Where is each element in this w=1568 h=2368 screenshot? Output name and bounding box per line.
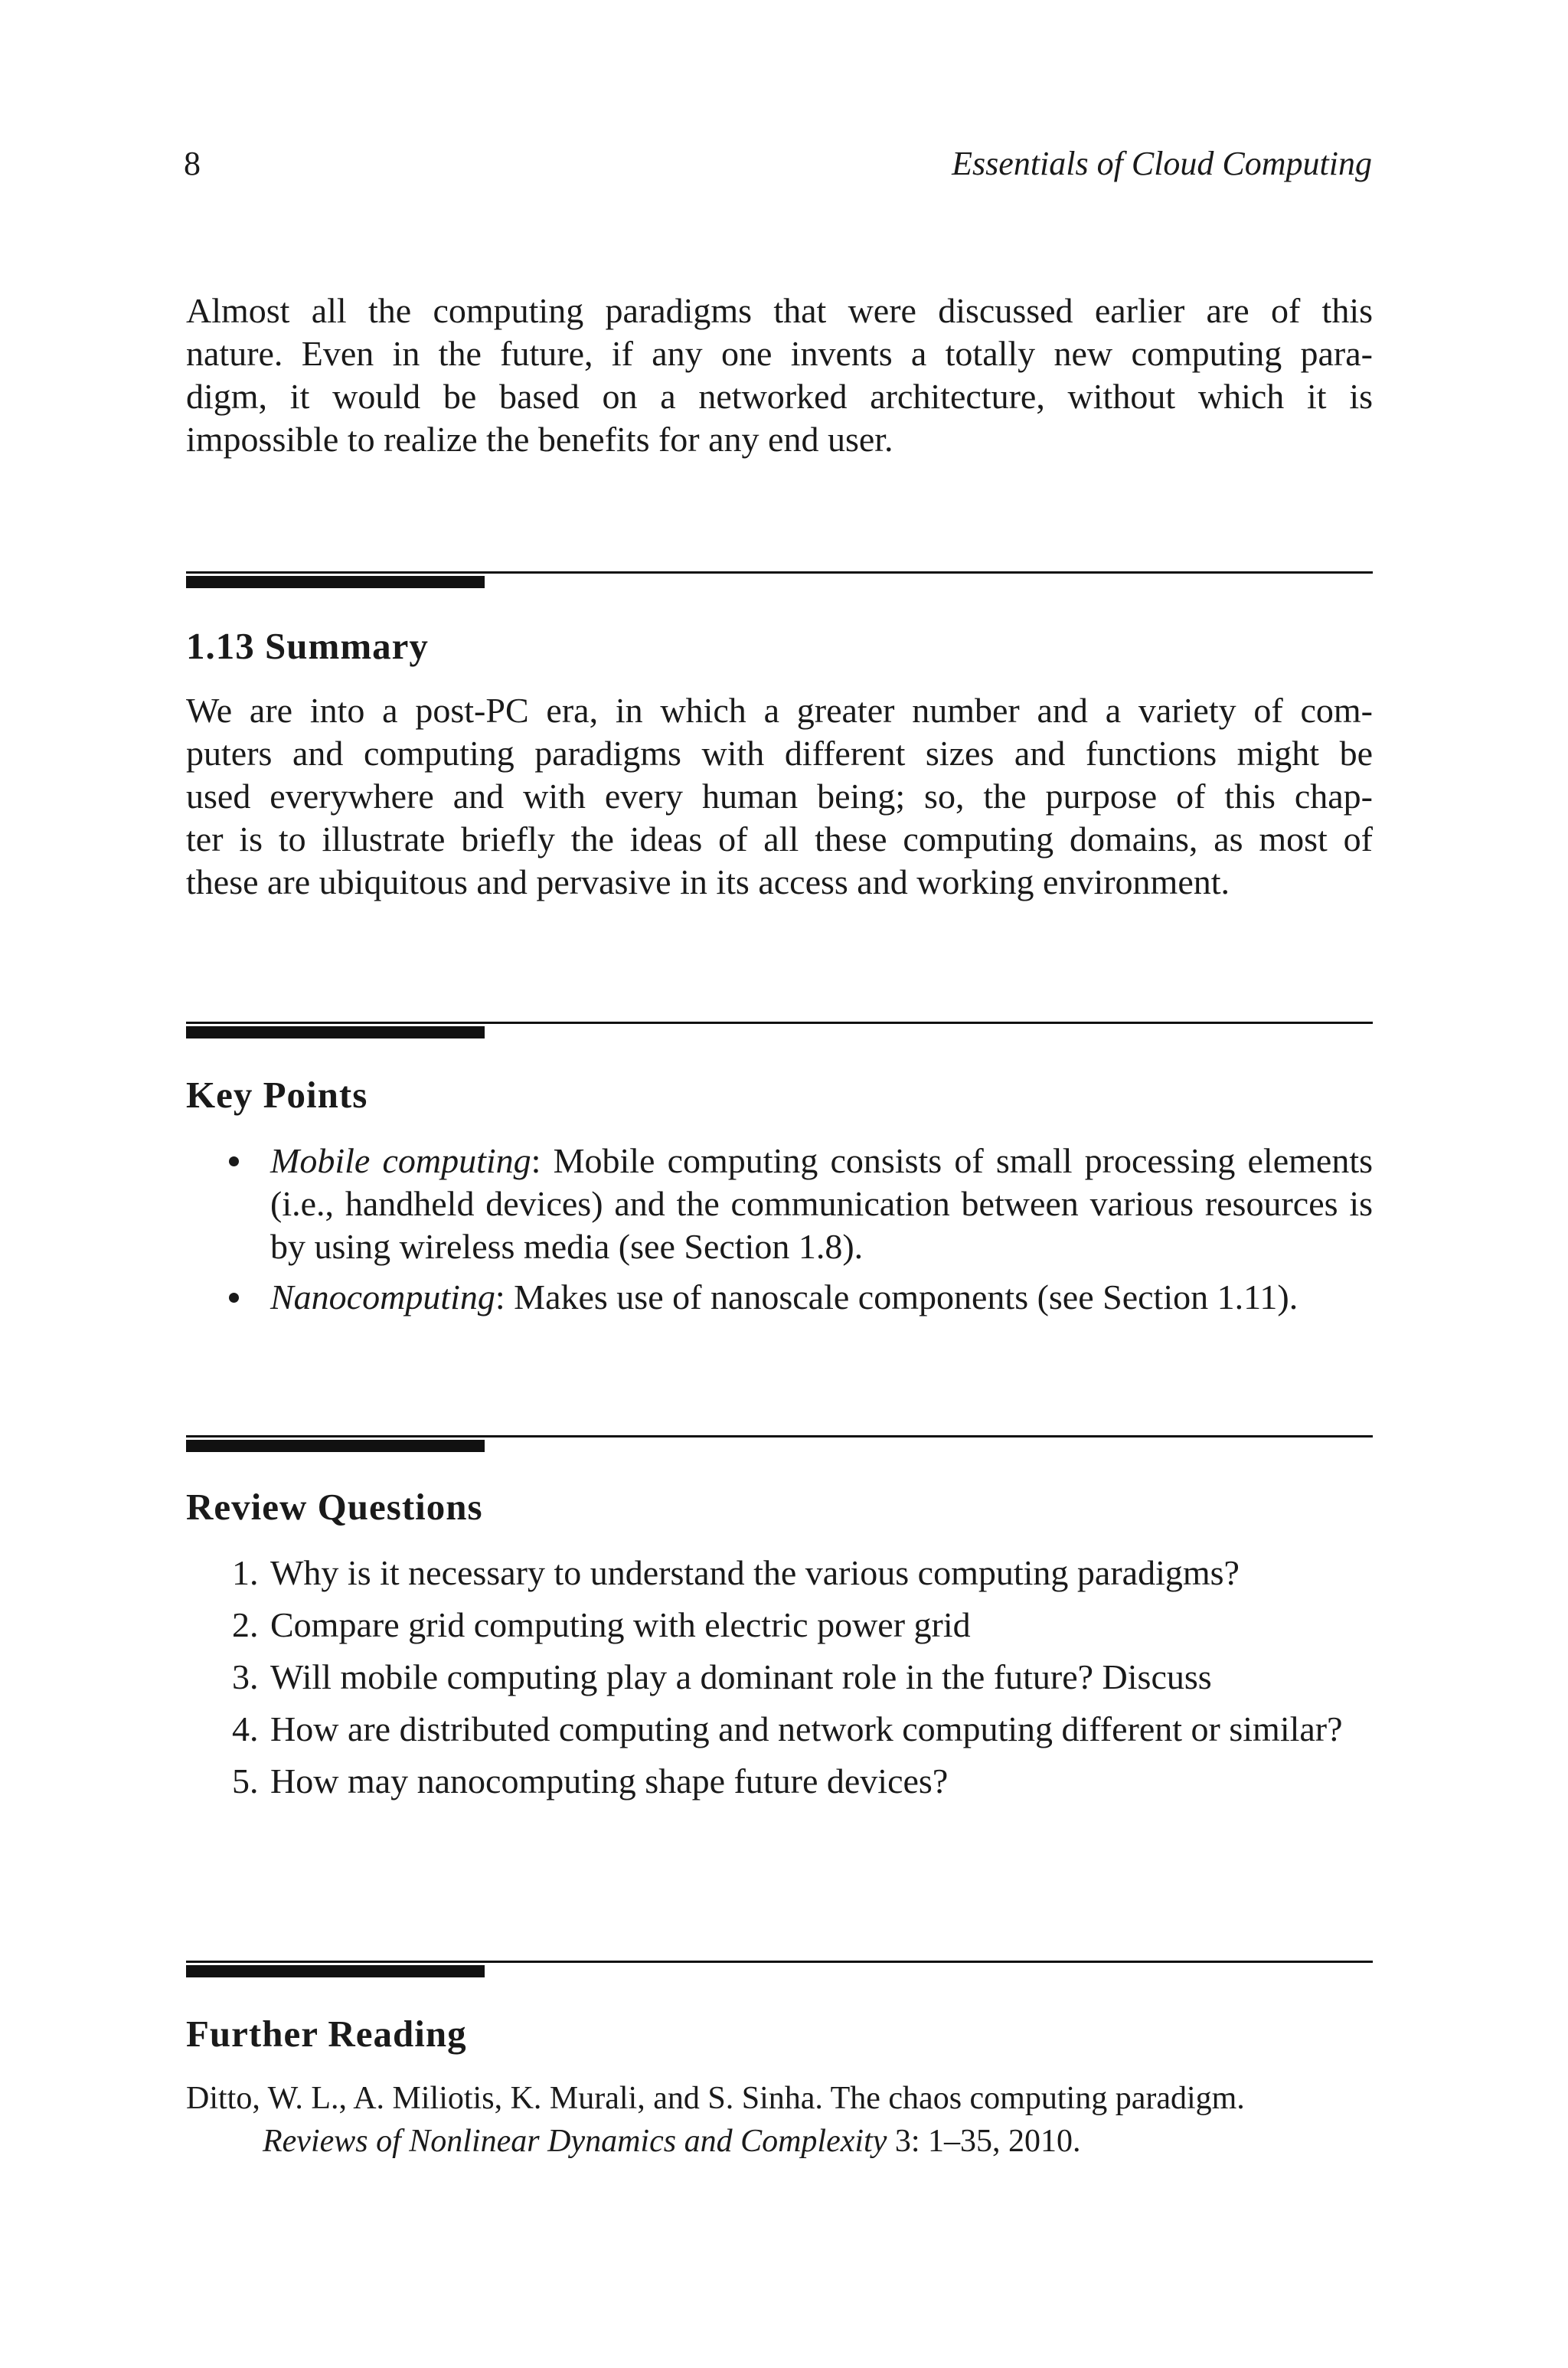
key-point-term: Nanocomputing bbox=[270, 1277, 495, 1316]
key-point-text: : Mobile computing consists of small processing elements (i.e., handheld devices) and the communication between various resources is by using wireless media (see Section 1.8). bbox=[270, 1141, 1373, 1266]
question-text: Compare grid computing with electric power grid bbox=[270, 1605, 971, 1644]
question-text: Will mobile computing play a dominant role in the future? Discuss bbox=[270, 1657, 1212, 1696]
key-point-text: : Makes use of nanoscale components (see Section 1.11). bbox=[495, 1277, 1298, 1316]
summary-line: We are into a post-PC era, in which a greater number and a variety of com- bbox=[186, 691, 1373, 730]
question-number: 4. bbox=[232, 1709, 259, 1748]
reference-details: 3: 1–35, 2010. bbox=[887, 2124, 1081, 2159]
page-number: 8 bbox=[184, 145, 201, 182]
intro-line: nature. Even in the future, if any one invents a totally new computing para- bbox=[186, 334, 1373, 373]
summary-line: ter is to illustrate briefly the ideas of all these computing domains, as most of bbox=[186, 819, 1373, 859]
rule-thick-bar bbox=[186, 1965, 485, 1977]
key-points-heading: Key Points bbox=[186, 1074, 368, 1116]
question-text: Why is it necessary to understand the various computing paradigms? bbox=[270, 1553, 1240, 1592]
reference-source bbox=[186, 2120, 1373, 2163]
question-number: 2. bbox=[232, 1605, 259, 1644]
question-text: How are distributed computing and network computing different or similar? bbox=[270, 1709, 1343, 1748]
question-number: 3. bbox=[232, 1657, 259, 1696]
summary-line: used everywhere and with every human being; so, the purpose of this chap- bbox=[186, 777, 1373, 816]
intro-line: Almost all the computing paradigms that were discussed earlier are of this bbox=[186, 291, 1373, 330]
running-title: Essentials of Cloud Computing bbox=[952, 145, 1372, 182]
question-number: 5. bbox=[232, 1761, 259, 1801]
section-rule bbox=[186, 1435, 1373, 1452]
rule-thick-bar bbox=[186, 1440, 485, 1452]
bullet-icon bbox=[229, 1140, 239, 1182]
reference-authors: Ditto, W. L., A. Miliotis, K. Murali, and S. Sinha. The chaos computing paradigm. bbox=[186, 2081, 1245, 2116]
review-question-item bbox=[186, 1656, 1373, 1699]
review-question-item bbox=[186, 1604, 1373, 1647]
reference-entry bbox=[186, 2077, 1373, 2163]
section-rule bbox=[186, 571, 1373, 588]
question-text: How may nanocomputing shape future devices? bbox=[270, 1761, 949, 1801]
review-questions-heading: Review Questions bbox=[186, 1486, 483, 1528]
rule-thin-line bbox=[186, 1435, 1373, 1437]
rule-thick-bar bbox=[186, 1026, 485, 1038]
summary-line: these are ubiquitous and pervasive in its access and working environment. bbox=[186, 862, 1230, 901]
summary-paragraph bbox=[186, 689, 1373, 904]
section-rule bbox=[186, 1961, 1373, 1977]
key-point-item bbox=[186, 1140, 1373, 1268]
rule-thin-line bbox=[186, 571, 1373, 574]
section-rule bbox=[186, 1022, 1373, 1038]
intro-paragraph bbox=[186, 289, 1373, 461]
review-questions-list bbox=[186, 1552, 1373, 1803]
review-question-item bbox=[186, 1552, 1373, 1594]
intro-line: impossible to realize the benefits for any end user. bbox=[186, 420, 893, 459]
review-question-item bbox=[186, 1760, 1373, 1803]
summary-heading: 1.13 Summary bbox=[186, 625, 429, 667]
key-point-term: Mobile computing bbox=[270, 1141, 531, 1180]
further-reading-heading: Further Reading bbox=[186, 2013, 467, 2055]
review-question-item bbox=[186, 1708, 1373, 1751]
bullet-icon bbox=[229, 1276, 239, 1319]
key-point-item bbox=[186, 1276, 1373, 1319]
key-points-list bbox=[186, 1140, 1373, 1319]
reference-journal: Reviews of Nonlinear Dynamics and Complexity bbox=[263, 2124, 887, 2159]
summary-line: puters and computing paradigms with different sizes and functions might be bbox=[186, 734, 1373, 773]
intro-line: digm, it would be based on a networked architecture, without which it is bbox=[186, 377, 1373, 416]
rule-thin-line bbox=[186, 1961, 1373, 1963]
rule-thick-bar bbox=[186, 576, 485, 588]
rule-thin-line bbox=[186, 1022, 1373, 1024]
question-number: 1. bbox=[232, 1553, 259, 1592]
